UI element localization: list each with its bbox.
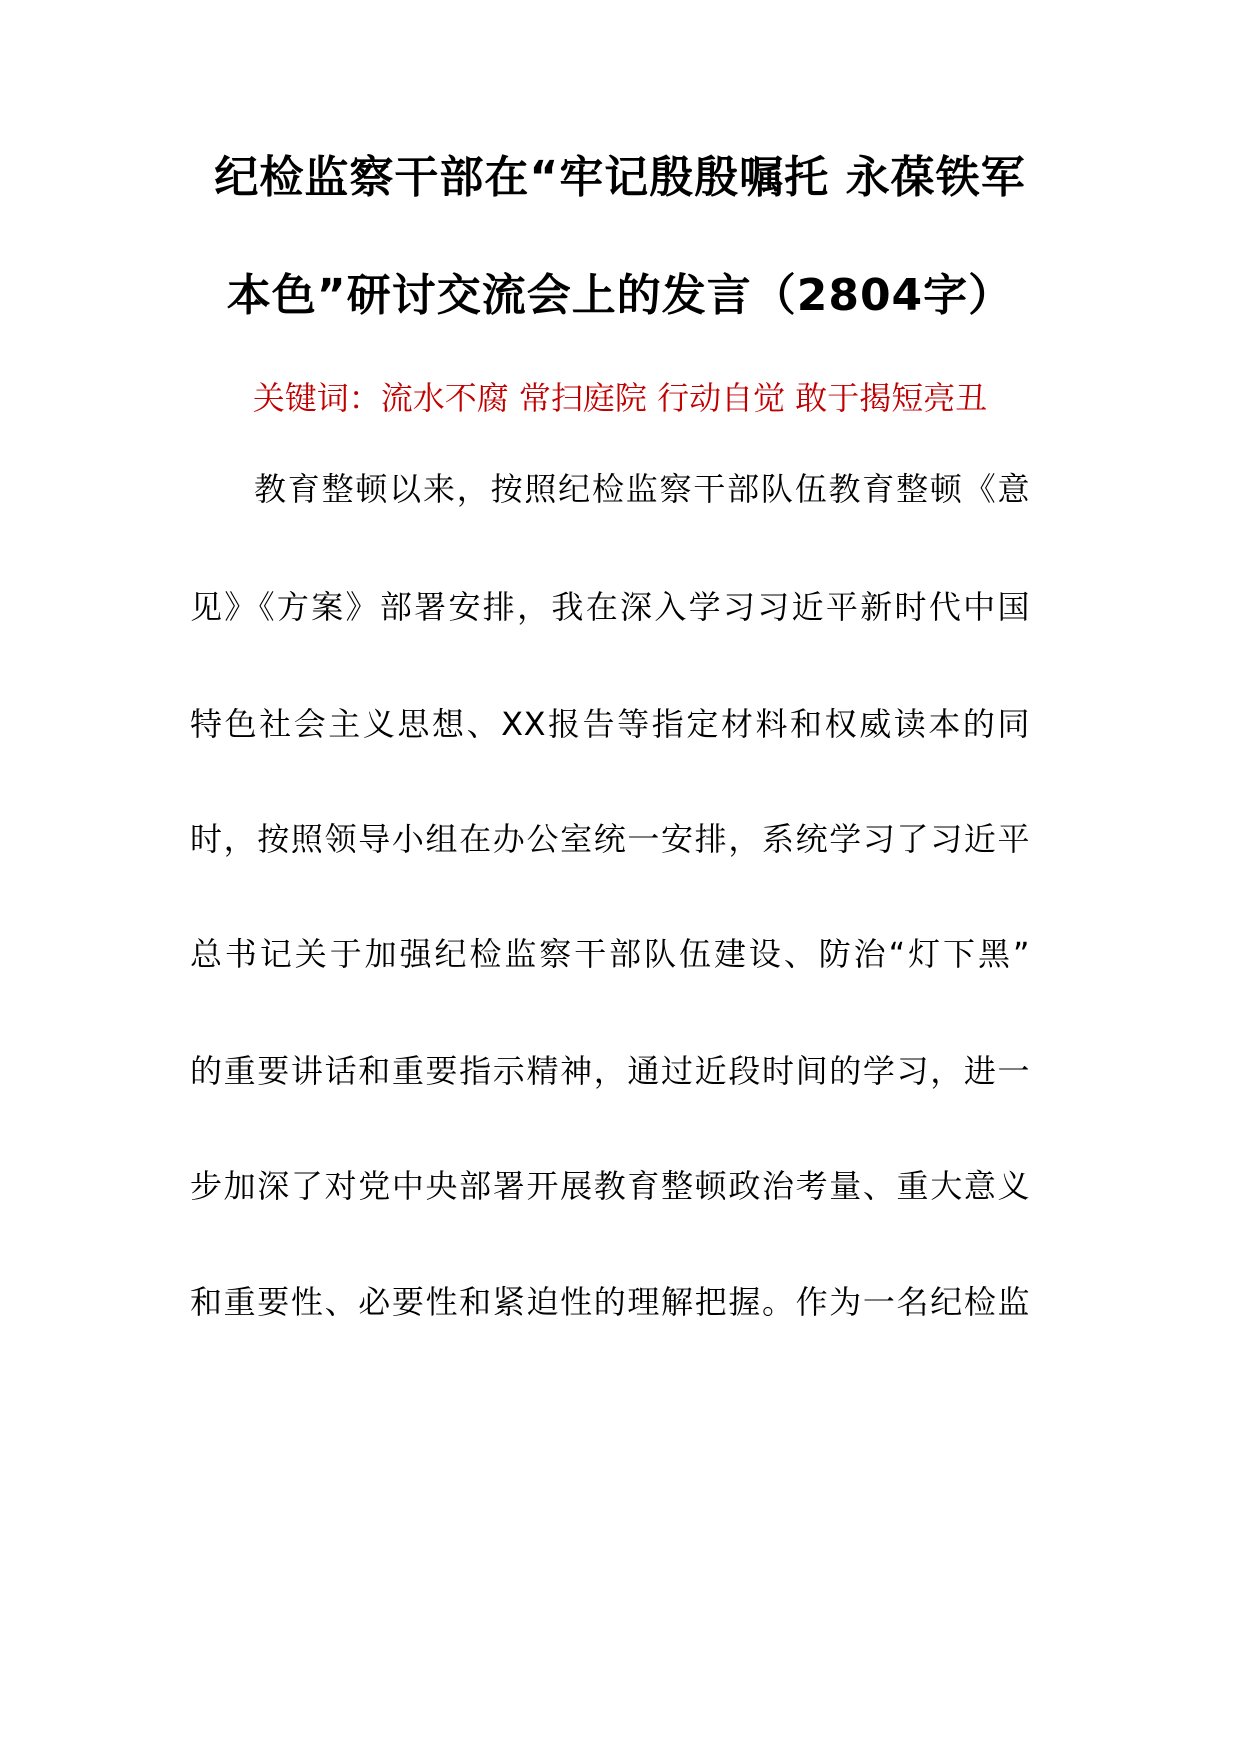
keywords-line: 关键词：流水不腐 常扫庭院 行动自觉 敢于揭短亮丑 [252,379,988,417]
paragraph-line-3: 特色社会主义思想、XX报告等指定材料和权威读本的同 [190,705,1030,743]
paragraph-line-8: 和重要性、必要性和紧迫性的理解把握。作为一名纪检监 [190,1283,1030,1321]
paragraph-line-4: 时，按照领导小组在办公室统一安排，系统学习了习近平 [190,820,1030,858]
paragraph-line-1: 教育整顿以来，按照纪检监察干部队伍教育整顿《意 [254,470,1030,508]
paragraph-line-5: 总书记关于加强纪检监察干部队伍建设、防治“灯下黑” [190,935,1030,973]
paragraph-line-7: 步加深了对党中央部署开展教育整顿政治考量、重大意义 [190,1167,1030,1205]
paragraph-line-2: 见》《方案》部署安排，我在深入学习习近平新时代中国 [190,588,1030,626]
document-title-line-1: 纪检监察干部在“牢记殷殷嘱托 永葆铁军 [214,152,1026,203]
document-title-line-2: 本色”研讨交流会上的发言（2804字） [226,270,1014,321]
paragraph-line-6: 的重要讲话和重要指示精神，通过近段时间的学习，进一 [190,1052,1030,1090]
